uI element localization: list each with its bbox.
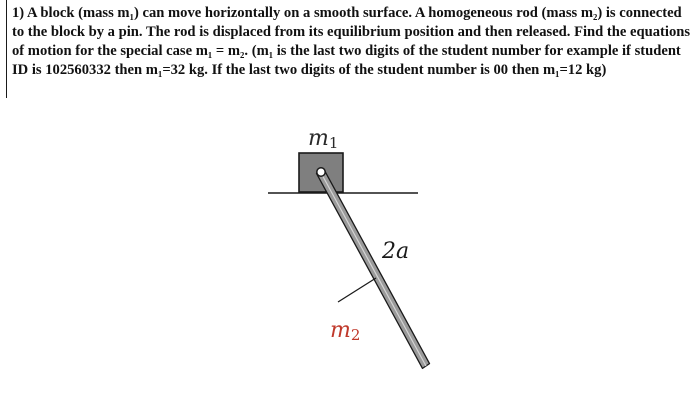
rod-length-label: 2a xyxy=(382,239,410,264)
problem-line-4: ID is 102560332 then m₁=32 kg. If the last two digits of the student number is 00 then m₁=12 kg) xyxy=(12,62,607,78)
rod-mass-label xyxy=(330,318,360,344)
block-mass-label xyxy=(308,126,338,152)
center-of-mass-tick xyxy=(338,278,376,302)
problem-number: 1) xyxy=(12,5,25,21)
block-mass-label-sub: 1 xyxy=(328,134,339,152)
rod-mass-label-sub: 2 xyxy=(350,326,361,344)
problem-line-1: A block (mass m₁) can move horizontally on a smooth surface. A homogeneous rod (mass m₂) is connected xyxy=(27,5,682,21)
problem-line-2: to the block by a pin. The rod is displaced from its equilibrium position and then released. Find the equations xyxy=(12,24,691,40)
problem-line-3: of motion for the special case m₁ = m₂. (m₁ is the last two digits of the student number for example if student xyxy=(12,43,681,59)
block-mass-label-var: m xyxy=(308,126,329,151)
pin-joint xyxy=(317,168,325,176)
rod-mass-label-var: m xyxy=(330,318,351,343)
